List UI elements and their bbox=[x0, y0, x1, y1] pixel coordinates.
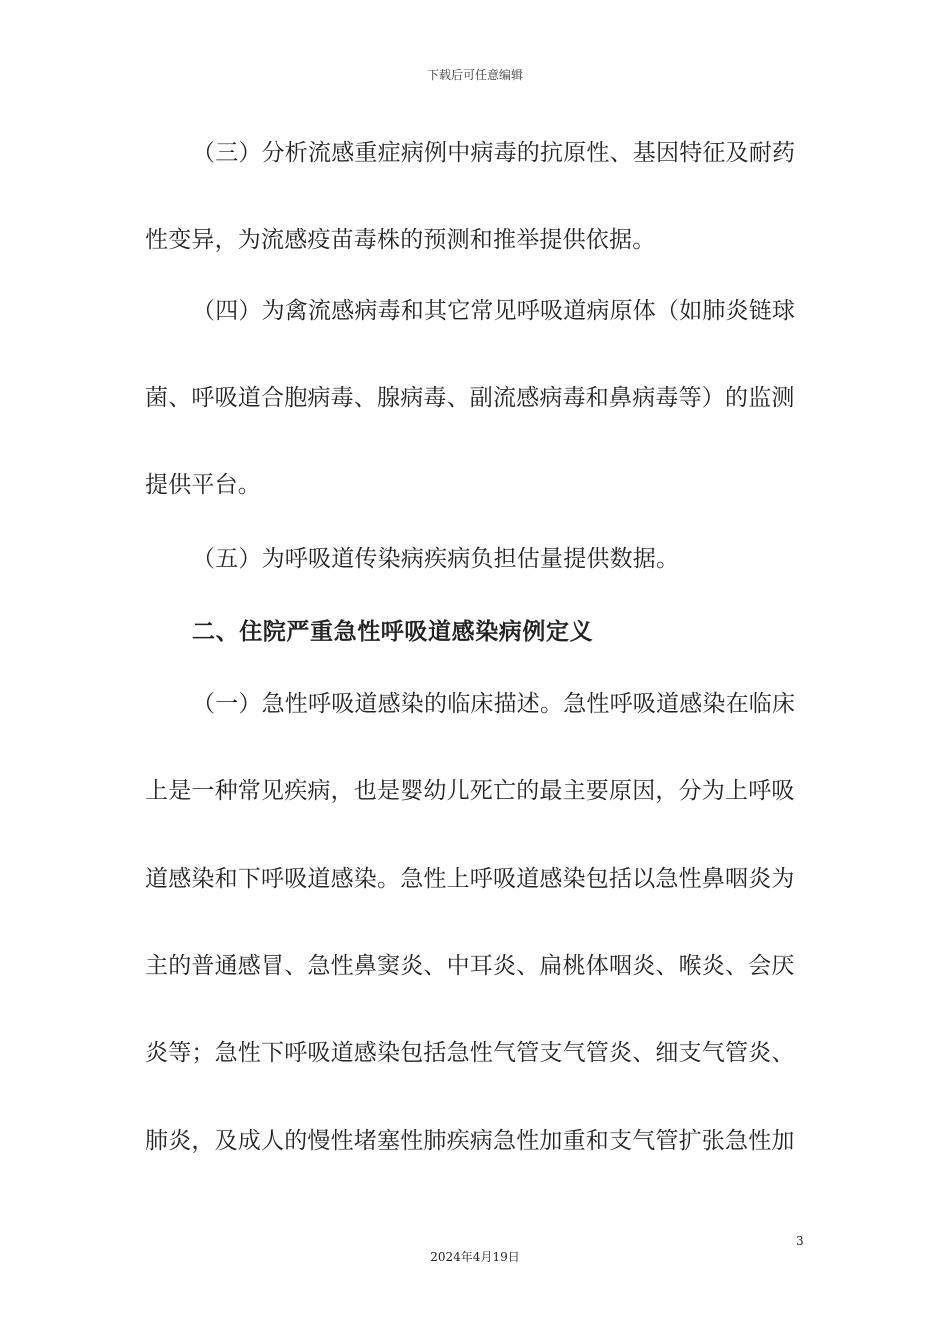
footer-date: 2024年4月19日 bbox=[430, 1250, 520, 1264]
paragraph-line: 主的普通感冒、急性鼻窦炎、中耳炎、扁桃体咽炎、喉炎、会厌 bbox=[145, 953, 795, 979]
paragraph-line: 道感染和下呼吸道感染。急性上呼吸道感染包括以急性鼻咽炎为 bbox=[145, 866, 795, 892]
section-heading: 二、住院严重急性呼吸道感染病例定义 bbox=[192, 619, 594, 645]
paragraph-line: 提供平台。 bbox=[145, 472, 261, 498]
paragraph-line: 性变异，为流感疫苗毒株的预测和推举提供依据。 bbox=[145, 227, 656, 253]
paragraph-line: （五）为呼吸道传染病疾病负担估量提供数据。 bbox=[192, 546, 680, 572]
paragraph-line: （三）分析流感重症病例中病毒的抗原性、基因特征及耐药 bbox=[192, 140, 796, 166]
paragraph-line: 上是一种常见疾病，也是婴幼儿死亡的最主要原因，分为上呼吸 bbox=[145, 778, 795, 804]
paragraph-line: （四）为禽流感病毒和其它常见呼吸道病原体（如肺炎链球 bbox=[192, 298, 796, 324]
page-header: 下载后可任意编辑 bbox=[426, 68, 523, 82]
paragraph-line: 菌、呼吸道合胞病毒、腺病毒、副流感病毒和鼻病毒等）的监测 bbox=[145, 385, 795, 411]
paragraph-line: 肺炎，及成人的慢性堵塞性肺疾病急性加重和支气管扩张急性加 bbox=[145, 1128, 795, 1154]
paragraph-line: 炎等；急性下呼吸道感染包括急性气管支气管炎、细支气管炎、 bbox=[145, 1040, 795, 1066]
page-number: 3 bbox=[796, 1234, 804, 1248]
paragraph-line: （一）急性呼吸道感染的临床描述。急性呼吸道感染在临床 bbox=[192, 691, 796, 717]
